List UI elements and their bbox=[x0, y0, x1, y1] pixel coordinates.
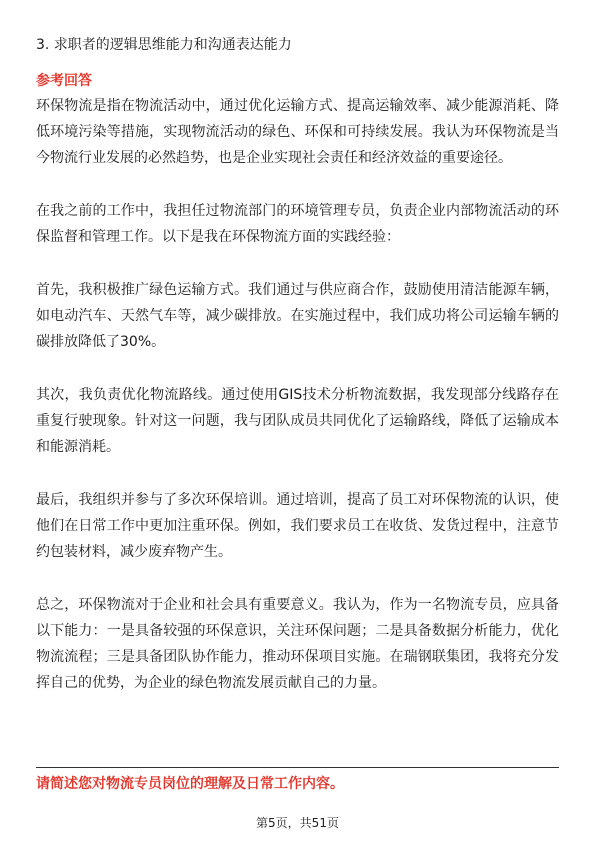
answer-paragraph: 在我之前的工作中，我担任过物流部门的环境管理专员，负责企业内部物流活动的环保监督和管理工作。以下是我在环保物流方面的实践经验： bbox=[36, 203, 559, 245]
question-title: 3. 求职者的逻辑思维能力和沟通表达能力 bbox=[36, 37, 292, 53]
answer-paragraph: 总之，环保物流对于企业和社会具有重要意义。我认为，作为一名物流专员，应具备以下能力：一是具备较强的环保意识，关注环保问题；二是具备数据分析能力，优化物流流程；三是具备团队协作能力，推动环保项目实施。在瑞钢联集团，我将充分发挥自己的优势，为企业的绿色物流发展贡献自己的力量。 bbox=[36, 597, 559, 691]
answer-paragraph: 首先，我积极推广绿色运输方式。我们通过与供应商合作，鼓励使用清洁能源车辆，如电动汽车、天然气车等，减少碳排放。在实施过程中，我们成功将公司运输车辆的碳排放降低了30%。 bbox=[36, 282, 559, 350]
answer-label: 参考回答 bbox=[36, 73, 92, 89]
answer-paragraph: 最后，我组织并参与了多次环保培训。通过培训，提高了员工对环保物流的认识，使他们在日常工作中更加注重环保。例如，我们要求员工在收货、发货过程中，注意节约包装材料，减少废弃物产生。 bbox=[36, 492, 559, 560]
answer-body bbox=[36, 93, 559, 723]
next-question-title: 请简述您对物流专员岗位的理解及日常工作内容。 bbox=[36, 776, 344, 792]
answer-paragraph: 其次，我负责优化物流路线。通过使用GIS技术分析物流数据，我发现部分线路存在重复行驶现象。针对这一问题，我与团队成员共同优化了运输路线，降低了运输成本和能源消耗。 bbox=[36, 387, 559, 455]
section-divider bbox=[36, 767, 559, 768]
page-footer: 第5页，共51页 bbox=[256, 816, 339, 830]
answer-paragraph: 环保物流是指在物流活动中，通过优化运输方式、提高运输效率、减少能源消耗、降低环境污染等措施，实现物流活动的绿色、环保和可持续发展。我认为环保物流是当今物流行业发展的必然趋势，也是企业实现社会责任和经济效益的重要途径。 bbox=[36, 98, 559, 166]
